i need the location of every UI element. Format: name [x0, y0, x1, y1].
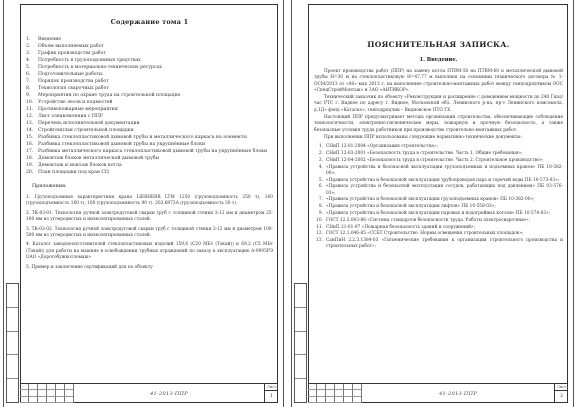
- norm-item-number: 3.: [318, 157, 323, 163]
- toc-item-text: Порядок производства работ: [38, 79, 109, 84]
- norm-item-text: ГОСТ 12.1.046-85 «ССБТ Строительство. Нормы освещения строительных площадок»;: [326, 231, 524, 237]
- norm-item: [314, 151, 563, 157]
- toc-item: [26, 113, 273, 120]
- toc-title: Содержание тома 1: [110, 18, 189, 26]
- body-paragraph: Настоящий ППР предусматривает методы организации строительства, обеспечивающие соблюдение технологичности, электронно-гигиенические меры, пожарную и прочную безопасность, а также безопасные условия труда работников при производстве строительно-монтажных работ.: [314, 115, 563, 133]
- norm-item-text: СНиП 12-03-2001 «Безопасность труда в строительстве. Часть 1. Общие требования»;: [326, 151, 523, 157]
- norm-item: [314, 178, 563, 184]
- appendix-item: 3. ТК-03-02. Технология ручной электродуговой сварки труб с толщиной стенки 3-12 мм и диаметром 100-500 мм из углеродистых и низколегированных сталей.: [26, 226, 273, 239]
- norm-item: [314, 197, 563, 203]
- toc-item-text: Устройство лесов и подмостей: [38, 100, 113, 105]
- toc-list: [26, 36, 273, 176]
- toc-item-text: Разбивка стеклопластиковой дымовой трубы и металлического каркаса на элементы: [38, 135, 247, 140]
- toc-item-text: План площадки под кран СЦ: [38, 170, 109, 175]
- body-paragraph: При выполнении ППР использованы следующие нормативно-технические документы:: [324, 134, 523, 140]
- toc-item: [26, 134, 273, 141]
- toc-item-text: Демонтаж и монтаж блоков котла: [38, 163, 122, 168]
- norm-item-number: 2.: [318, 151, 323, 157]
- page-gap: [284, 0, 291, 407]
- norm-item-text: СНиП 21-01-97 «Пожарная безопасность зданий и сооружений»;: [326, 224, 476, 230]
- toc-item: [26, 92, 273, 99]
- toc-item-text: Демонтаж блоков металлической дымовой трубы: [38, 156, 160, 161]
- norm-item: [314, 144, 563, 150]
- appendices-title: Приложения:: [32, 184, 67, 189]
- toc-item-number: 13.: [26, 121, 34, 126]
- toc-item-text: График производства работ: [38, 51, 106, 56]
- toc-item: [26, 78, 273, 85]
- norm-item-text: «Правила устройства и безопасной эксплуатации паровых и водогрейных котлов» ПБ 10-574-03»;: [326, 211, 551, 217]
- norm-item-text: СНиП 12-01-2004 «Организация строительства»;: [326, 144, 439, 150]
- toc-item-number: 15.: [26, 135, 34, 140]
- norm-item-number: 7.: [318, 197, 323, 203]
- norm-item-text: «Правила устройства и безопасной эксплуатации лифтов» ПБ 10-558-03»;: [326, 204, 496, 210]
- toc-item-number: 16.: [26, 142, 34, 147]
- toc-item-number: 11.: [26, 107, 34, 112]
- toc-item-text: Противопожарные мероприятия: [38, 107, 118, 112]
- toc-item-number: 8.: [26, 86, 31, 91]
- toc-item-text: Разбивка стеклопластиковой дымовой трубы на укрупнённые блоки: [38, 142, 206, 147]
- norm-item: [314, 211, 563, 217]
- sheet-label: Лист: [556, 385, 567, 389]
- title-block-stamp: [308, 383, 568, 403]
- sheet-box: [554, 384, 568, 403]
- toc-item-text: Подготовительные работы: [38, 72, 103, 77]
- sheet-box: [264, 384, 278, 403]
- toc-item-number: 19.: [26, 163, 34, 168]
- stamp-grid: [20, 384, 74, 403]
- toc-item-text: Введение: [38, 37, 62, 42]
- toc-item: [26, 85, 273, 92]
- norm-item: [314, 158, 563, 164]
- norm-item-number: 12.: [316, 231, 323, 237]
- sheet-number: 2: [560, 394, 563, 399]
- document-code: 41-2013-ППР: [150, 390, 188, 397]
- norm-item: [314, 231, 563, 237]
- toc-item-number: 3.: [26, 51, 31, 56]
- norm-item-number: 13.: [316, 238, 323, 244]
- toc-item: [26, 71, 273, 78]
- toc-item-number: 7.: [26, 79, 31, 84]
- toc-item-number: 6.: [26, 72, 31, 77]
- norm-item: [314, 184, 563, 196]
- toc-item: [26, 36, 273, 43]
- toc-item-number: 5.: [26, 65, 31, 70]
- toc-item-text: Перечень исполнительной документации: [38, 121, 140, 126]
- toc-item-number: 1.: [26, 37, 31, 42]
- binding-strip: [6, 283, 19, 403]
- norm-item-number: 1.: [318, 144, 323, 150]
- toc-item: [26, 64, 273, 71]
- document-page-explanatory-note: [291, 0, 574, 407]
- norm-item-text: «Правила устройства и безопасной эксплуатации грузоподъемных и подъемных кранов» ПБ 10-382-00»;: [326, 164, 563, 176]
- binding-strip: [294, 283, 307, 403]
- toc-item: [26, 99, 273, 106]
- toc-item-number: 17.: [26, 149, 34, 154]
- norm-item-text: ГОСТ 12.3.003-86 «Система стандартов безопасности труда. Работы электросварочные»;: [326, 217, 530, 223]
- body-paragraph: Проект производства работ (ППР) на замену котла ПТВМ-50 на ПТВМ-60 и металлической дымовой трубы Н=30 м на стеклопластиковую Н=47,77 м выполнен на основании технического договора № 1-ОСМ/2013 от «08» мая 2013 г. на выполнение строительно-монтажных работ между генподрядчиком ООС «СпецСтройМонтаж» и ЗАО «АНТИКОР».: [314, 69, 563, 93]
- toc-item-text: Стройгенплан строительной площадки: [38, 128, 134, 133]
- body-paragraph: Технический заказчик по объекту «Реконструкция и расширение с доведением мощности до 240 Гкал/час РТС г. Видное по адресу г. Видное, Московской обл. Ленинского р-на, пр-т Ленинского комсомола, д.1Д» фонд «Катаско», генподрядчик – Видновское ПТО ГХ.: [314, 95, 563, 113]
- toc-item: [26, 57, 273, 64]
- document-page-contents: [3, 0, 284, 407]
- norm-item: [314, 238, 563, 250]
- appendix-item: 1. Грузоподъемные характеристики крана LIEBHERR LTM 1250 (грузоподъемность 250 т), 160 (грузоподъемность 160 т), 100 (грузоподъемность 90 т), 202.6973А (грузоподъемность 30 т).: [26, 195, 273, 207]
- toc-item-number: 4.: [26, 58, 31, 63]
- toc-item-number: 10.: [26, 100, 34, 105]
- norm-item: [314, 225, 563, 231]
- norm-item: [314, 218, 563, 224]
- toc-item-text: Разбивка металлического каркаса стеклопластиковой дымовой трубы на укрупнённые блоки: [38, 149, 268, 154]
- appendix-item: 5. Пример и заключение сертификаций для по объекту: [26, 264, 153, 270]
- toc-item: [26, 106, 273, 113]
- norms-list: [314, 144, 563, 250]
- toc-item-number: 18.: [26, 156, 34, 161]
- toc-item-text: Объем выполняемых работ: [38, 44, 104, 49]
- toc-item-text: Мероприятия по охране труда на строительной площадке: [38, 93, 181, 98]
- toc-item-number: 12.: [26, 114, 34, 119]
- appendices-list: [26, 195, 273, 271]
- toc-item-text: Потребность в материально-технических ресурсах: [38, 65, 162, 70]
- toc-item-number: 2.: [26, 44, 31, 49]
- toc-item-number: 20.: [26, 170, 34, 175]
- appendix-item: 2. ТК-03-01. Технология ручной электродуговой сварки труб с толщиной стенки 3-12 мм и диаметром 25-100 мм из углеродистых и низколегированных сталей.: [26, 210, 273, 223]
- norm-item-number: 4.: [318, 164, 323, 170]
- intro-heading: 1. Введение.: [419, 57, 458, 63]
- norm-item: [314, 165, 563, 177]
- sheet-label: Лист: [266, 385, 277, 389]
- toc-item: [26, 43, 273, 50]
- appendix-item: 4. Каталог заводов-изготовителей стеклопластиковых изделий 159,6 (С20 МБт (Тэкай)) и 69,2 (С5 МБт (Тэкай)) для работы на машине в освобождении трубных ограждений по заказу в эксплуатацию А-9905РЭ ОАО «Дорогобужкотломаш»: [26, 242, 273, 261]
- toc-item-number: 14.: [26, 128, 34, 133]
- stamp-grid: [308, 384, 362, 403]
- norm-item-text: «Правила устройства и безопасной эксплуатации грузоподъемных кранов» ПБ 10-382-00»;: [326, 197, 535, 203]
- document-code: 41-2013-ППР: [439, 390, 477, 397]
- toc-item-text: Лист ознакомления с ППР: [38, 114, 104, 119]
- page-content: [314, 10, 563, 251]
- toc-item-text: Технология сварочных работ: [38, 86, 109, 91]
- toc-item: [26, 141, 273, 148]
- norm-item-number: 9.: [318, 211, 323, 217]
- norm-item-number: 10.: [316, 217, 323, 223]
- norm-item: [314, 204, 563, 210]
- toc-item: [26, 120, 273, 127]
- norm-item-number: 5.: [318, 177, 323, 183]
- sheet-number: 1: [270, 394, 273, 399]
- toc-item: [26, 155, 273, 162]
- norm-item-text: СНиП 12-04-2002 «Безопасность труда в строительстве. Часть 2. Строительное производство»;: [326, 157, 544, 163]
- toc-item-text: Потребность в грузоподъемных средствах: [38, 58, 141, 63]
- norm-item-number: 6.: [318, 184, 323, 190]
- norm-item-number: 11.: [316, 224, 323, 230]
- toc-item-number: 9.: [26, 93, 31, 98]
- title-block-stamp: [20, 383, 278, 403]
- intro-paragraphs: [314, 69, 563, 141]
- norm-item-number: 8.: [318, 204, 323, 210]
- toc-item: [26, 50, 273, 57]
- norm-item-text: «Правила устройства и безопасной эксплуатации сосудов, работающих под давлением» ПБ 03-576-03»;: [326, 184, 563, 196]
- norm-item-text: «Правила устройства и безопасной эксплуатации трубопроводов пара и горячей воды ПБ 10-573-03»;: [326, 177, 560, 183]
- toc-item: [26, 169, 273, 176]
- note-title: ПОЯСНИТЕЛЬНАЯ ЗАПИСКА.: [367, 40, 510, 49]
- toc-item: [26, 127, 273, 134]
- page-content: [26, 10, 273, 274]
- toc-item: [26, 148, 273, 155]
- toc-item: [26, 162, 273, 169]
- norm-item-text: СанПиН 2.2.3.1384-03 «Гигиенические требования к организации строительного производства и строительных работ»;: [326, 238, 563, 250]
